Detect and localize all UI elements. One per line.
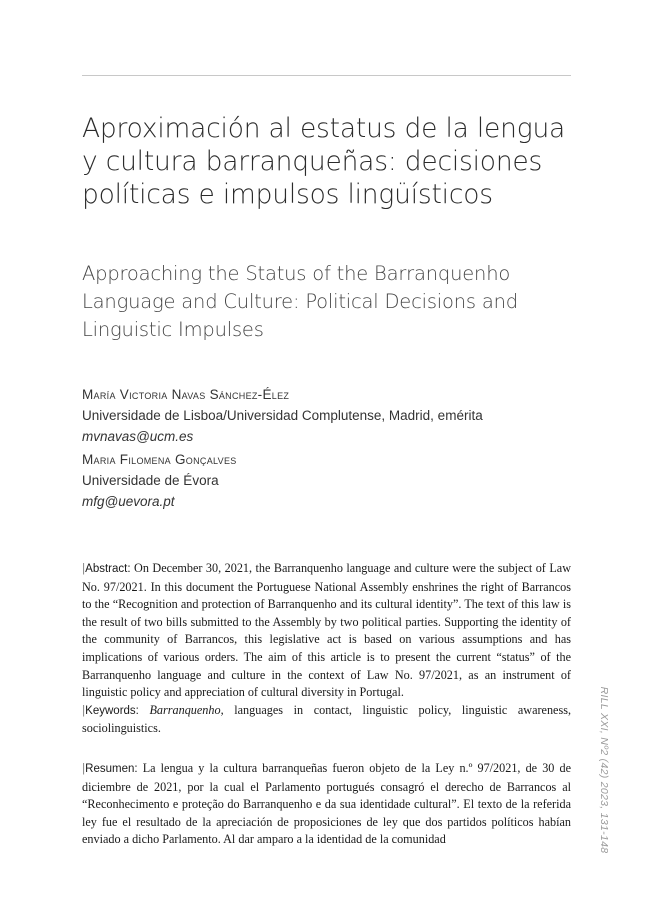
abstract-text: On December 30, 2021, the Barranquenho language and culture were the subject of Law No. 97/2021. In this document the Portuguese National Assembly enshrines the right of Barrancos to the “Recognition and protection of Barranquenho and its cultural identity”. The text of this law is the result of two bills submitted to the Assembly by two political parties. Supporting the identity of the community of Barrancos, this legislative act is based on various assumptions and has implications of various orders. The aim of this article is to present the current “status” of the Barranquenho language and culture in the context of Law No. 97/2021, as an instrument of linguistic policy and appreciation of cultural diversity in Portugal.	[82, 561, 571, 700]
resumen-text: La lengua y la cultura barranqueñas fueron objeto de la Ley n.º 97/2021, de 30 de diciembre de 2021, por la cual el Parlamento portugués consagró el derecho de Barrancos al “Reconhecimento e proteção do Barranquenho e da sua identidade cultural”. El texto de la referida ley fue el resultado de la apreciación de proposiciones de ley que dos partidos políticos habían enviado a dicho Parlamento. Al dar amparo a la identidad de la comunidad	[82, 761, 571, 847]
title-line-2: y cultura barranqueñas: decisiones	[82, 146, 543, 177]
subtitle-line-2: Language and Culture: Political Decisions and	[82, 290, 518, 313]
subtitle-line-3: Linguistic Impulses	[82, 318, 264, 341]
abstract-paragraph	[82, 560, 571, 702]
author-block	[82, 384, 582, 512]
resumen-section	[82, 760, 571, 849]
abstract-bar: |	[82, 561, 86, 575]
subtitle-line-1: Approaching the Status of the Barranquenho	[82, 262, 511, 285]
side-citation	[596, 686, 612, 854]
keywords-bar: |	[82, 702, 86, 717]
resumen-label: Resumen:	[85, 763, 138, 775]
author-2-email[interactable]: mfg@uevora.pt	[82, 494, 175, 509]
resumen-bar: |	[82, 761, 86, 775]
keywords-paragraph	[82, 702, 571, 738]
keywords-label: Keywords:	[85, 704, 139, 717]
resumen-paragraph	[82, 760, 571, 849]
abstract-label: Abstract:	[85, 563, 131, 575]
author-2-affiliation: Universidade de Évora	[82, 473, 219, 488]
keyword-first: Barranquenho,	[149, 702, 224, 717]
author-1-email[interactable]: mvnavas@ucm.es	[82, 429, 194, 444]
title-line-1: Aproximación al estatus de la lengua	[82, 113, 566, 144]
article-title	[82, 112, 582, 211]
title-line-3: políticas e impulsos lingüísticos	[82, 179, 493, 210]
author-2-name: Maria Filomena Gonçalves	[82, 452, 237, 467]
abstract-section	[82, 560, 571, 738]
author-1-affiliation: Universidade de Lisboa/Universidad Complutense, Madrid, emérita	[82, 408, 483, 423]
keywords-rest: languages in contact, linguistic policy, linguistic awareness, sociolinguistics.	[82, 702, 571, 736]
top-rule	[82, 75, 571, 76]
side-citation-text: RILL XXI, Nº2 (42) 2023, 131-148	[598, 686, 610, 854]
article-subtitle	[82, 260, 582, 344]
author-1-name: María Victoria Navas Sánchez-Élez	[82, 387, 290, 402]
